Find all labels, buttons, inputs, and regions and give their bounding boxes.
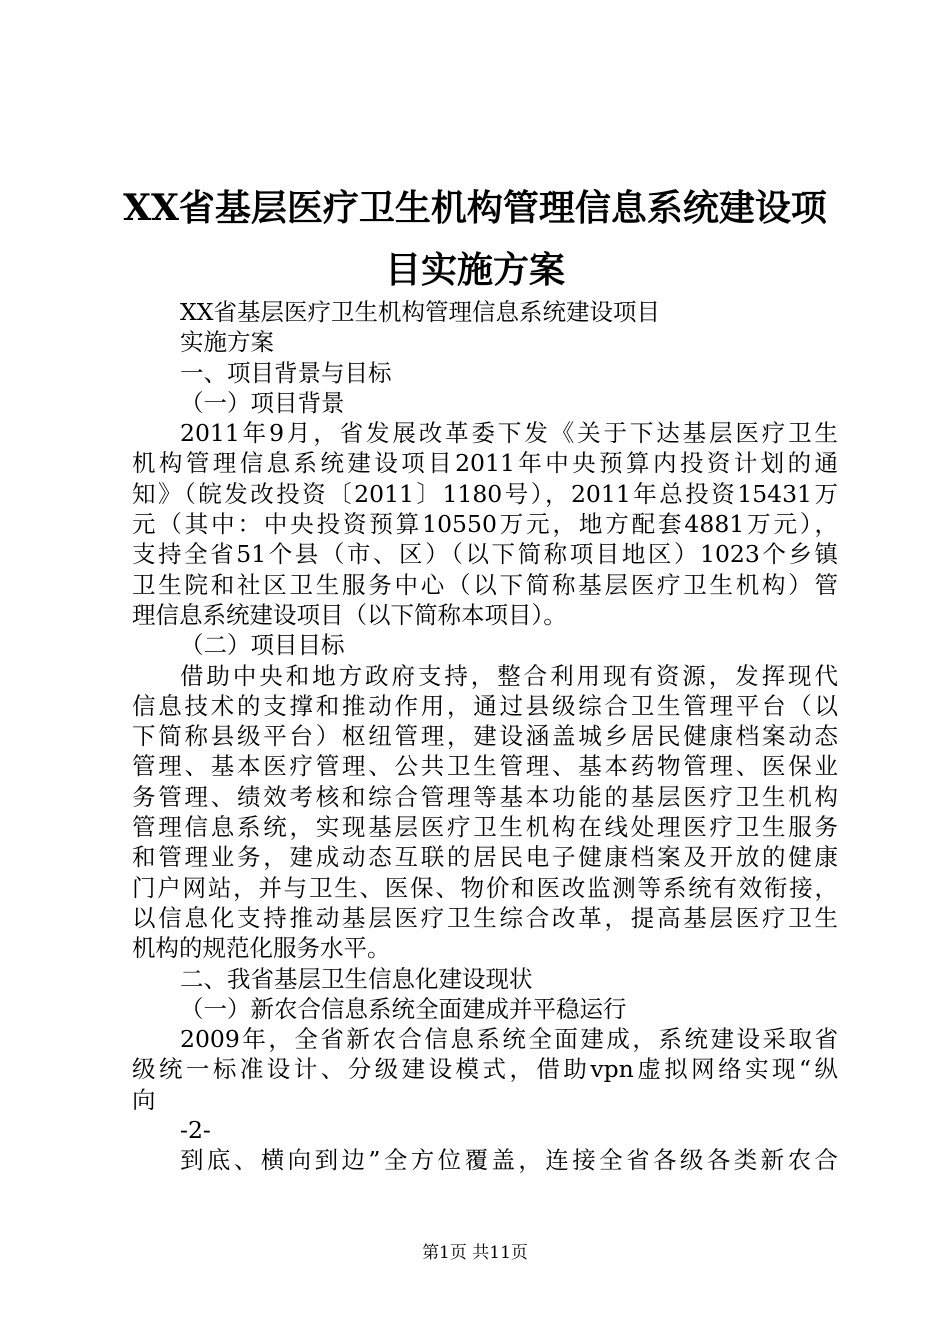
paragraph-line: 2009年，全省新农合信息系统全面建成，系统建设采取省 bbox=[180, 1025, 838, 1054]
paragraph-line: 向 bbox=[132, 1085, 156, 1114]
paragraph-line: 理信息系统建设项目（以下简称本项目）。 bbox=[132, 600, 567, 629]
paragraph-line: 门户网站，并与卫生、医保、物价和医改监测等系统有效衔接， bbox=[132, 873, 838, 902]
paragraph-line: 借助中央和地方政府支持，整合利用现有资源，发挥现代 bbox=[180, 661, 838, 690]
subtitle-line-1: XX省基层医疗卫生机构管理信息系统建设项目 bbox=[180, 298, 660, 326]
paragraph-line: 管理信息系统，实现基层医疗卫生机构在线处理医疗卫生服务 bbox=[132, 813, 838, 842]
document-title-line-1: XX省基层医疗卫生机构管理信息系统建设项 bbox=[123, 187, 827, 229]
paragraph-line: 机构管理信息系统建设项目2011年中央预算内投资计划的通 bbox=[132, 449, 838, 478]
page-footer: 第1页 共11页 bbox=[422, 1243, 528, 1263]
paragraph-line: 以信息化支持推动基层医疗卫生综合改革，提高基层医疗卫生 bbox=[132, 903, 838, 932]
paragraph-line: 卫生院和社区卫生服务中心（以下简称基层医疗卫生机构）管 bbox=[132, 570, 838, 599]
document-body bbox=[132, 297, 838, 1176]
subtitle-line-2: 实施方案 bbox=[180, 328, 274, 357]
paragraph-line: 知》（皖发改投资〔2011〕1180号），2011年总投资15431万 bbox=[132, 479, 838, 508]
paragraph-line: 和管理业务，建成动态互联的居民电子健康档案及开放的健康 bbox=[132, 843, 838, 872]
subsection-heading-1-1: （一）项目背景 bbox=[180, 388, 345, 417]
subsection-heading-2-1: （一）新农合信息系统全面建成并平稳运行 bbox=[180, 994, 627, 1023]
paragraph-line: 到底、横向到边”全方位覆盖，连接全省各级各类新农合 bbox=[180, 1146, 838, 1175]
paragraph-line: 支持全省51个县（市、区）（以下简称项目地区）1023个乡镇 bbox=[132, 540, 838, 569]
inline-page-number: -2- bbox=[180, 1116, 211, 1145]
subsection-heading-1-2: （二）项目目标 bbox=[180, 631, 345, 660]
paragraph-line: 机构的规范化服务水平。 bbox=[132, 934, 391, 963]
paragraph-line: 下简称县级平台）枢纽管理，建设涵盖城乡居民健康档案动态 bbox=[132, 722, 838, 751]
paragraph-line: 务管理、绩效考核和综合管理等基本功能的基层医疗卫生机构 bbox=[132, 782, 838, 811]
document-title-line-2: 目实施方案 bbox=[384, 249, 565, 291]
section-heading-1: 一、项目背景与目标 bbox=[180, 358, 392, 387]
section-heading-2: 二、我省基层卫生信息化建设现状 bbox=[180, 964, 533, 993]
paragraph-line: 信息技术的支撑和推动作用，通过县级综合卫生管理平台（以 bbox=[132, 691, 838, 720]
paragraph-line: 2011年9月，省发展改革委下发《关于下达基层医疗卫生 bbox=[180, 419, 838, 448]
paragraph-line: 级统一标准设计、分级建设模式，借助vpn虚拟网络实现“纵 bbox=[132, 1055, 838, 1084]
paragraph-line: 元（其中：中央投资预算10550万元，地方配套4881万元）， bbox=[132, 510, 838, 539]
paragraph-line: 管理、基本医疗管理、公共卫生管理、基本药物管理、医保业 bbox=[132, 752, 838, 781]
